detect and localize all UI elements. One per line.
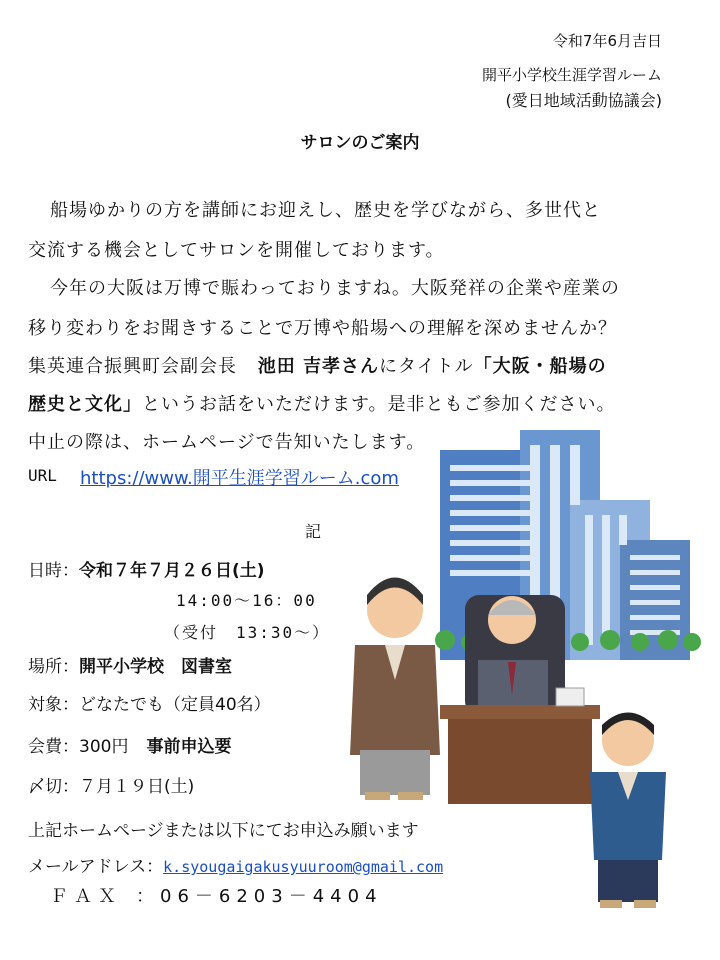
body-line-6 (28, 390, 616, 416)
datetime-label: 日時： (28, 561, 79, 581)
fee-row (28, 732, 231, 757)
place-row (28, 652, 232, 677)
target-label: 対象： (28, 695, 79, 715)
speaker-role: 集英連合振興町会副会長 (28, 356, 237, 377)
reception-time: （受付 13:30～） (164, 623, 331, 642)
homepage-link[interactable]: https://www.開平生涯学習ルーム.com (80, 468, 399, 489)
body-line-7: 中止の際は、ホームページで告知いたします。 (28, 432, 426, 453)
deadline-label: 〆切： (28, 777, 79, 797)
organization-name: 開平小学校生涯学習ルーム (481, 66, 662, 84)
fax-number: ：06－6203－4404 (136, 886, 383, 907)
event-date: 令和７年７月２６日(土) (79, 561, 265, 581)
organization-subname: (愛日地域活動協議会) (505, 91, 662, 110)
target-row (28, 690, 271, 715)
datetime-row (28, 556, 265, 581)
body-line-5 (28, 352, 607, 378)
issue-date: 令和7年6月吉日 (552, 32, 662, 50)
deadline-value: ７月１９日(土) (79, 777, 195, 797)
speaker-name: 池田 吉孝さん (257, 356, 380, 377)
mail-link[interactable]: k.syougaigakusyuuroom@gmail.com (163, 858, 444, 876)
url-label: URL (28, 466, 57, 485)
talk-title-part1: 「大阪・船場の (473, 356, 607, 377)
target-value: どなたでも（定員40名） (79, 695, 271, 715)
fax-row (50, 882, 383, 908)
boy-illustration (590, 713, 666, 909)
illustration (340, 420, 710, 920)
body-line-1: 船場ゆかりの方を講師にお迎えし、歴史を学びながら、多世代と (50, 200, 601, 221)
fee-value: 300円 (79, 737, 129, 757)
place-value: 開平小学校 図書室 (79, 657, 232, 677)
deadline-row (28, 772, 194, 797)
event-time: 14:00～16：00 (176, 591, 317, 610)
mail-label: メールアドレス： (28, 857, 164, 877)
kimono-man-illustration (350, 578, 440, 801)
ki-heading: 記 (305, 522, 322, 541)
fee-label: 会費： (28, 737, 79, 757)
body-line-4: 移り変わりをお聞きすることで万博や船場への理解を深めませんか？ (28, 318, 617, 339)
contact-intro: 上記ホームページまたは以下にてお申込み願います (28, 821, 419, 841)
place-label: 場所： (28, 657, 79, 677)
body-line-3: 今年の大阪は万博で賑わっておりますね。大阪発祥の企業や産業の (50, 278, 620, 299)
fax-label: ＦＡＸ (50, 886, 122, 907)
body-line-2: 交流する機会としてサロンを開催しております。 (28, 240, 445, 261)
body-line-5-mid: にタイトル (379, 356, 474, 377)
fee-note: 事前申込要 (146, 737, 232, 757)
page-title: サロンのご案内 (300, 133, 420, 153)
talk-title-part2: 歴史と文化」 (28, 394, 142, 415)
body-line-6-suffix: というお話をいただけます。是非ともご参加ください。 (142, 394, 616, 415)
